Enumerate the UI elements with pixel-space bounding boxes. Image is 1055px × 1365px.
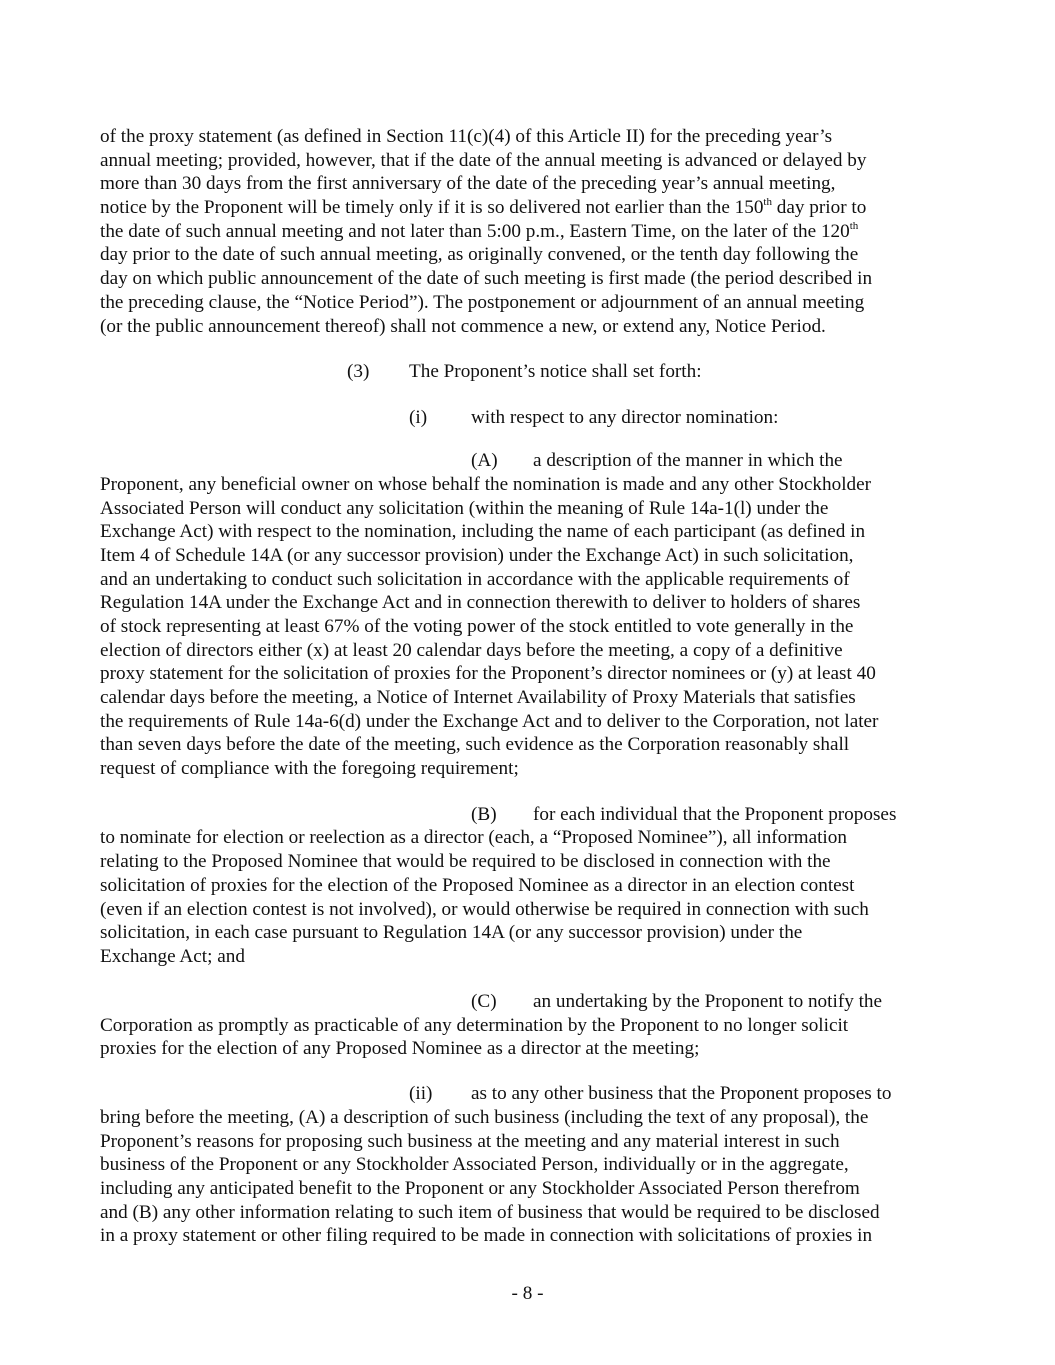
item-label: (3) — [347, 361, 370, 382]
text-line: relating to the Proposed Nominee that would be required to be disclosed in connection with the — [100, 851, 831, 872]
item-text: The Proponent’s notice shall set forth: — [409, 361, 702, 382]
text-line — [100, 196, 866, 220]
text-line: Proponent’s reasons for proposing such business at the meeting and any material interest in such — [100, 1131, 840, 1152]
item-text: an undertaking by the Proponent to notify the — [533, 991, 883, 1012]
superscript-ordinal: th — [763, 195, 772, 208]
text-line: proxies for the election of any Proposed Nominee as a director at the meeting; — [100, 1038, 700, 1059]
text-line: and (B) any other information relating to such item of business that would be required to be disclosed — [100, 1202, 880, 1223]
text-line: (or the public announcement thereof) shall not commence a new, or extend any, Notice Period. — [100, 316, 826, 337]
text-line: business of the Proponent or any Stockholder Associated Person, individually or in the aggregate, — [100, 1154, 849, 1175]
text-line: more than 30 days from the first anniversary of the date of the preceding year’s annual meeting, — [100, 173, 836, 194]
text-line: Associated Person will conduct any solicitation (within the meaning of Rule 14a-1(l) under the — [100, 498, 829, 519]
item-label: (A) — [471, 450, 498, 471]
text-line: solicitation, in each case pursuant to Regulation 14A (or any successor provision) under the — [100, 922, 803, 943]
text-line: than seven days before the date of the meeting, such evidence as the Corporation reasonably shall — [100, 734, 850, 755]
text-segment: notice by the Proponent will be timely only if it is so delivered not earlier than the 150 — [100, 197, 764, 218]
superscript-ordinal: th — [849, 219, 859, 232]
text-line: Exchange Act; and — [100, 946, 245, 967]
text-line: including any anticipated benefit to the Proponent or any Stockholder Associated Person therefrom — [100, 1178, 860, 1199]
item-i — [409, 406, 778, 430]
text-line: proxy statement for the solicitation of proxies for the Proponent’s director nominees or (y) at least 40 — [100, 663, 876, 684]
item-label: (i) — [409, 407, 428, 428]
text-line: (even if an election contest is not involved), or would otherwise be required in connection with such — [100, 899, 869, 920]
text-line: Proponent, any beneficial owner on whose behalf the nomination is made and any other Stockholder — [100, 474, 872, 495]
text-line: of stock representing at least 67% of the voting power of the stock entitled to vote generally in the — [100, 616, 854, 637]
text-line: of the proxy statement (as defined in Section 11(c)(4) of this Article II) for the preceding year’s — [100, 126, 833, 147]
text-line: the requirements of Rule 14a-6(d) under the Exchange Act and to deliver to the Corporation, not later — [100, 711, 879, 732]
item-label: (B) — [471, 804, 497, 825]
text-line: the preceding clause, the “Notice Period”). The postponement or adjournment of an annual meeting — [100, 292, 865, 313]
item-C-first-line — [471, 990, 882, 1014]
text-line: Item 4 of Schedule 14A (or any successor provision) under the Exchange Act) in such solicitation, — [100, 545, 854, 566]
text-line: to nominate for election or reelection as a director (each, a “Proposed Nominee”), all information — [100, 827, 847, 848]
text-line: day on which public announcement of the date of such meeting is first made (the period described in — [100, 268, 873, 289]
item-3 — [347, 360, 702, 384]
item-ii-first-line — [409, 1082, 891, 1106]
text-line: and an undertaking to conduct such solicitation in accordance with the applicable requirements of — [100, 569, 850, 590]
item-label: (C) — [471, 991, 497, 1012]
text-line: in a proxy statement or other filing required to be made in connection with solicitations of proxies in — [100, 1225, 873, 1246]
item-text: a description of the manner in which the — [533, 450, 843, 471]
text-line: solicitation of proxies for the election of the Proposed Nominee as a director in an election contest — [100, 875, 855, 896]
text-line: Corporation as promptly as practicable of any determination by the Proponent to no longer solicit — [100, 1015, 849, 1036]
page-number: - 8 - — [511, 1283, 544, 1304]
item-text: for each individual that the Proponent proposes — [533, 804, 897, 825]
text-line — [100, 220, 858, 244]
item-A-first-line — [471, 449, 843, 473]
text-segment: the date of such annual meeting and not later than 5:00 p.m., Eastern Time, on the later of the 120 — [100, 221, 850, 242]
text-line: Exchange Act) with respect to the nomination, including the name of each participant (as defined in — [100, 521, 866, 542]
text-line: request of compliance with the foregoing requirement; — [100, 758, 519, 779]
text-line: Regulation 14A under the Exchange Act and in connection therewith to deliver to holders of shares — [100, 592, 861, 613]
item-label: (ii) — [409, 1083, 433, 1104]
text-line: bring before the meeting, (A) a description of such business (including the text of any proposal), the — [100, 1107, 869, 1128]
item-text: with respect to any director nomination: — [471, 407, 779, 428]
text-line: election of directors either (x) at least 20 calendar days before the meeting, a copy of a definitive — [100, 640, 843, 661]
text-line: day prior to the date of such annual meeting, as originally convened, or the tenth day following the — [100, 244, 859, 265]
item-B-first-line — [471, 803, 896, 827]
text-line: calendar days before the meeting, a Notice of Internet Availability of Proxy Materials that satisfies — [100, 687, 856, 708]
text-segment: day prior to — [771, 197, 867, 218]
item-text: as to any other business that the Proponent proposes to — [471, 1083, 892, 1104]
text-line: annual meeting; provided, however, that if the date of the annual meeting is advanced or delayed by — [100, 150, 867, 171]
